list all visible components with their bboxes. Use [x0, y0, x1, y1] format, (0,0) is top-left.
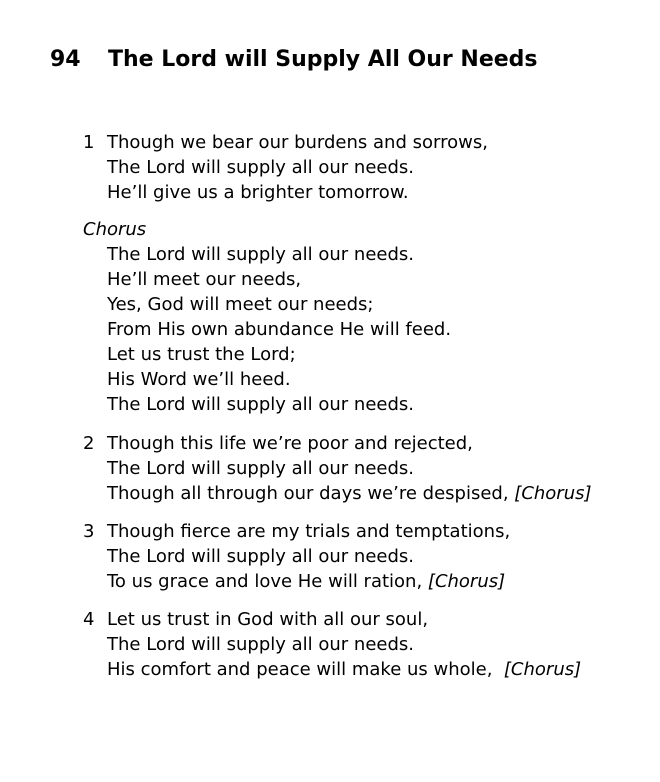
- verse-line: Though we bear our burdens and sorrows,: [107, 132, 488, 153]
- chorus-line: From His own abundance He will feed.: [107, 319, 452, 340]
- verse-line: He’ll give us a brighter tomorrow.: [107, 182, 409, 203]
- verse-line-with-chorus-ref: [107, 657, 581, 682]
- chorus-line: Let us trust the Lord;: [107, 344, 296, 365]
- chorus-line: Yes, God will meet our needs;: [107, 294, 374, 315]
- hymn-header: [50, 45, 538, 75]
- verse-line: His comfort and peace will make us whole,: [107, 659, 493, 680]
- chorus-reference: [Chorus]: [514, 483, 592, 504]
- chorus-line: He’ll meet our needs,: [107, 269, 302, 290]
- chorus-line: The Lord will supply all our needs.: [107, 394, 414, 415]
- verse-line: To us grace and love He will ration,: [107, 571, 423, 592]
- verse-line-with-chorus-ref: [107, 569, 505, 594]
- verse-line-with-chorus-ref: [107, 481, 592, 506]
- verse-number: 1: [83, 132, 95, 153]
- verse-line: The Lord will supply all our needs.: [107, 157, 414, 178]
- verse-line: Though all through our days we’re despised,: [107, 483, 509, 504]
- verse-line: The Lord will supply all our needs.: [107, 634, 414, 655]
- verse-line: Though fierce are my trials and temptations,: [107, 521, 511, 542]
- hymn-title: The Lord will Supply All Our Needs: [108, 47, 538, 72]
- verse-line: Let us trust in God with all our soul,: [107, 609, 429, 630]
- verse-number: 3: [83, 521, 95, 542]
- chorus-reference: [Chorus]: [503, 659, 582, 680]
- chorus-label: Chorus: [83, 219, 147, 240]
- chorus-reference: [Chorus]: [427, 571, 506, 592]
- chorus-line: His Word we’ll heed.: [107, 369, 291, 390]
- chorus-line: The Lord will supply all our needs.: [107, 244, 414, 265]
- verse-line: Though this life we’re poor and rejected,: [107, 433, 473, 454]
- verse-number: 4: [83, 609, 95, 630]
- verse-number: 2: [83, 433, 95, 454]
- hymn-number: 94: [50, 47, 81, 72]
- verse-line: The Lord will supply all our needs.: [107, 546, 414, 567]
- verse-line: The Lord will supply all our needs.: [107, 458, 414, 479]
